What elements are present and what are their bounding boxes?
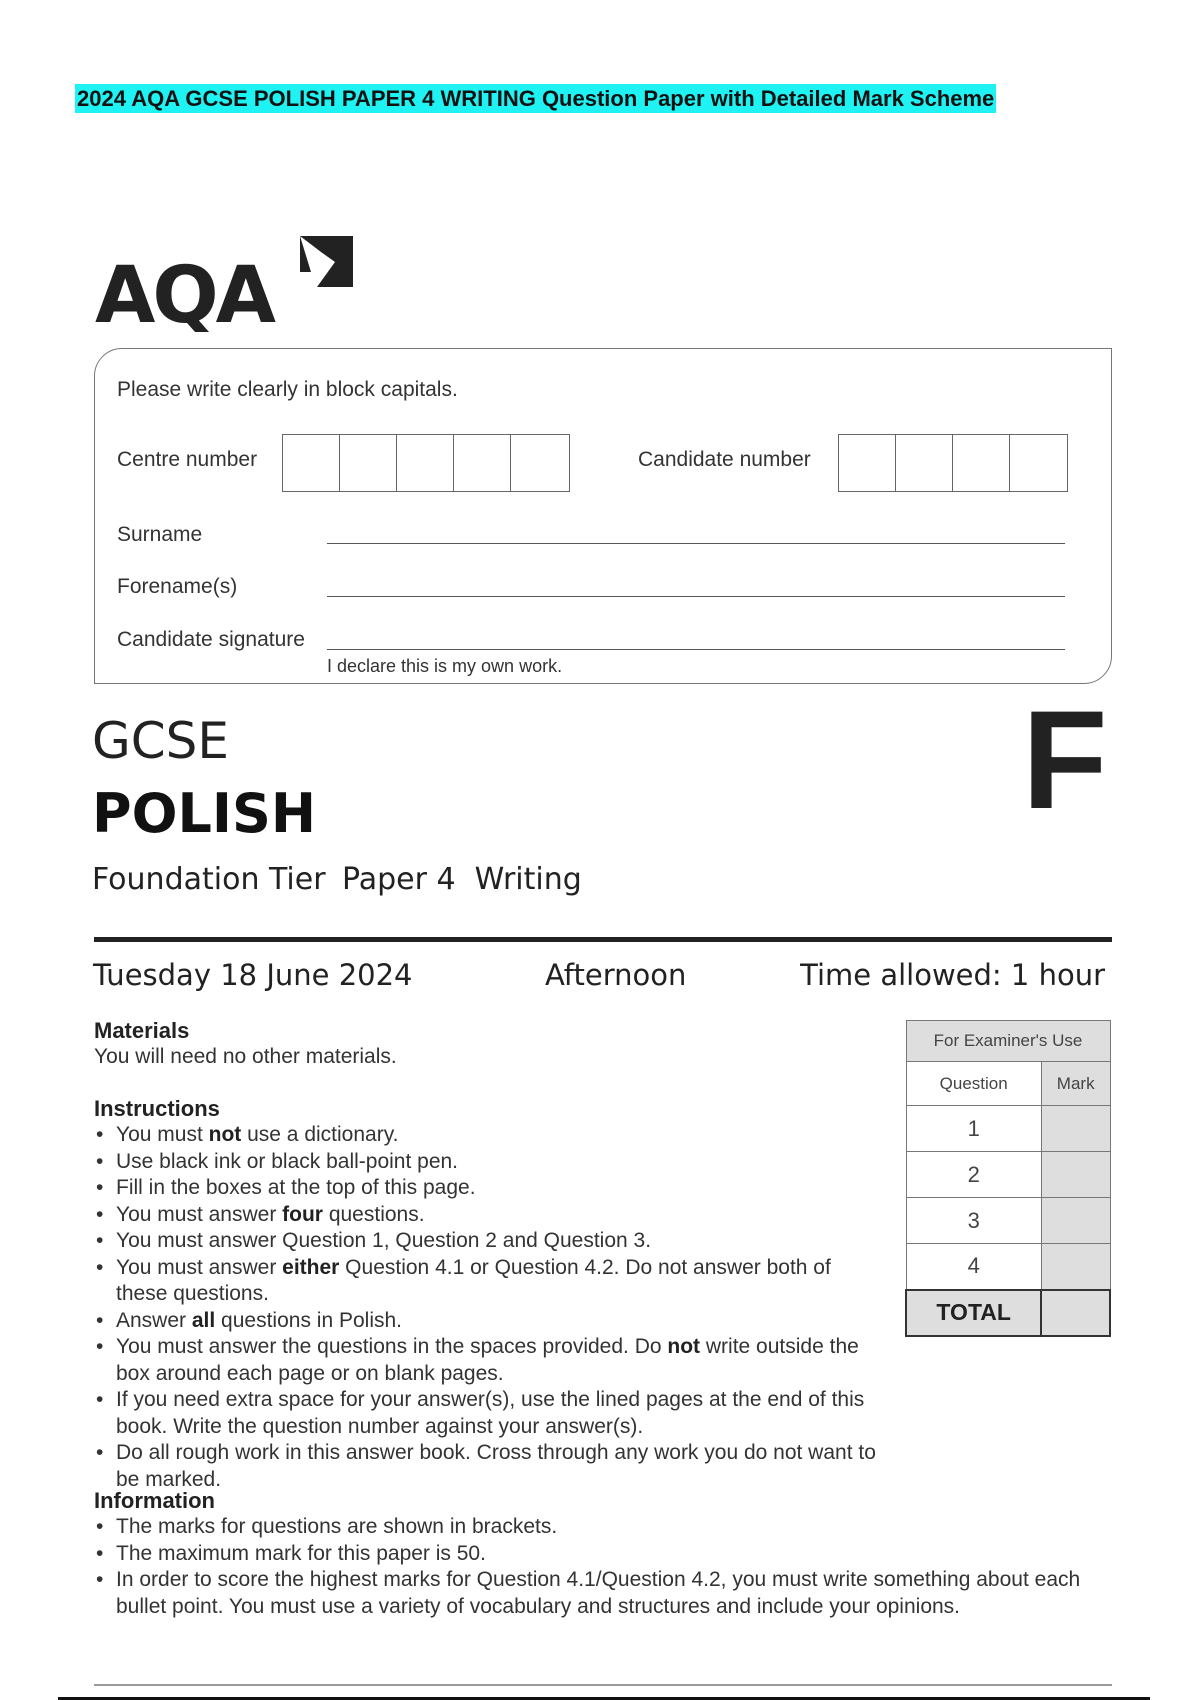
question-number: 3 [906,1198,1041,1244]
declaration-text: I declare this is my own work. [327,656,563,676]
footer-rule [94,1684,1112,1686]
signature-label: Candidate signature [117,628,305,651]
signature-field[interactable] [327,649,1065,650]
question-number: 1 [906,1106,1041,1152]
emphasis: four [282,1202,323,1226]
exam-date: Tuesday 18 June 2024 [93,958,413,992]
svg-text:AQA: AQA [95,251,274,332]
mark-cell [1041,1198,1110,1244]
forename-field[interactable] [327,596,1065,597]
instruction-item [94,1387,884,1440]
aqa-logo [95,232,365,337]
question-number: 2 [906,1152,1041,1198]
document-title-banner: 2024 AQA GCSE POLISH PAPER 4 WRITING Question Paper with Detailed Mark Scheme [77,86,995,111]
emphasis: all [191,1308,216,1332]
instruction-item [94,1334,884,1387]
instruction-text: You must answer [116,1202,283,1226]
instruction-text: You must answer Question 1, Question 2 and Question 3. [116,1229,652,1252]
emphasis: not [667,1335,701,1358]
form-prompt: Please write clearly in block capitals. [117,378,458,401]
materials-text: You will need no other materials. [94,1045,397,1068]
instruction-text: Do all rough work in this answer book. Cross through any work you do not want to be marked. [116,1441,876,1491]
exam-session: Afternoon [545,958,687,992]
instruction-text: write outside the box around each page or on blank pages. [116,1335,859,1385]
question-column-header: Question [906,1062,1041,1106]
instruction-item [94,1175,884,1202]
mark-cell [1041,1106,1110,1152]
emphasis: not [208,1123,242,1146]
paper-name: Paper 4 Writing [342,862,582,897]
instructions-list [94,1122,884,1493]
emphasis: either [282,1255,340,1279]
divider [94,937,1112,942]
instruction-text: You must answer the questions in the spaces provided. Do [116,1335,668,1358]
materials-heading: Materials [94,1018,190,1043]
total-label: TOTAL [906,1290,1041,1336]
candidate-number-label: Candidate number [638,448,811,471]
instruction-text: Question 4.1 or Question 4.2. Do not answer both of these questions. [116,1255,831,1305]
examiner-use-table [905,1020,1111,1337]
instructions-heading: Instructions [94,1096,220,1121]
instruction-text: Fill in the boxes at the top of this page. [116,1176,476,1199]
instruction-text: questions. [322,1202,425,1226]
subject-title: POLISH [92,782,317,845]
instruction-text: If you need extra space for your answer(s), use the lined pages at the end of this book. Write the question number against your answer(s). [116,1388,865,1438]
information-heading: Information [94,1488,215,1513]
total-mark-cell [1041,1290,1110,1336]
instruction-item [94,1149,884,1176]
information-item: • In order to score the highest marks for Question 4.1/Question 4.2, you must write something about each bullet point. You must use a variety of vocabulary and structures and include your opinions. [94,1567,1104,1620]
question-number: 4 [906,1244,1041,1290]
mark-cell [1041,1244,1110,1290]
instruction-text: You must [116,1123,209,1146]
instruction-item [94,1228,884,1255]
instruction-item [94,1308,884,1335]
tier-letter: F [1022,681,1108,838]
information-list [94,1514,1104,1620]
instruction-text: You must answer [116,1255,283,1279]
information-item: • The marks for questions are shown in brackets. [94,1514,1104,1541]
instruction-item [94,1255,884,1308]
instruction-text: use a dictionary. [241,1123,399,1146]
examiner-table-heading: For Examiner's Use [906,1021,1110,1062]
surname-label: Surname [117,523,203,546]
instruction-text: Answer [116,1308,192,1332]
instruction-item [94,1202,884,1229]
instruction-text: Use black ink or black ball-point pen. [116,1149,459,1173]
time-allowed: Time allowed: 1 hour [800,958,1105,992]
centre-number-label: Centre number [117,448,258,471]
candidate-number-input[interactable] [838,434,1068,492]
instruction-item [94,1122,884,1149]
tier: Foundation Tier [92,862,326,897]
forename-label: Forename(s) [117,575,238,598]
centre-number-input[interactable] [282,434,570,492]
qualification: GCSE [92,712,229,770]
surname-field[interactable] [327,543,1065,544]
instruction-item [94,1440,884,1493]
instruction-text: questions in Polish. [215,1308,402,1332]
mark-cell [1041,1152,1110,1198]
mark-column-header: Mark [1041,1062,1110,1106]
information-item: • The maximum mark for this paper is 50. [94,1541,1104,1568]
